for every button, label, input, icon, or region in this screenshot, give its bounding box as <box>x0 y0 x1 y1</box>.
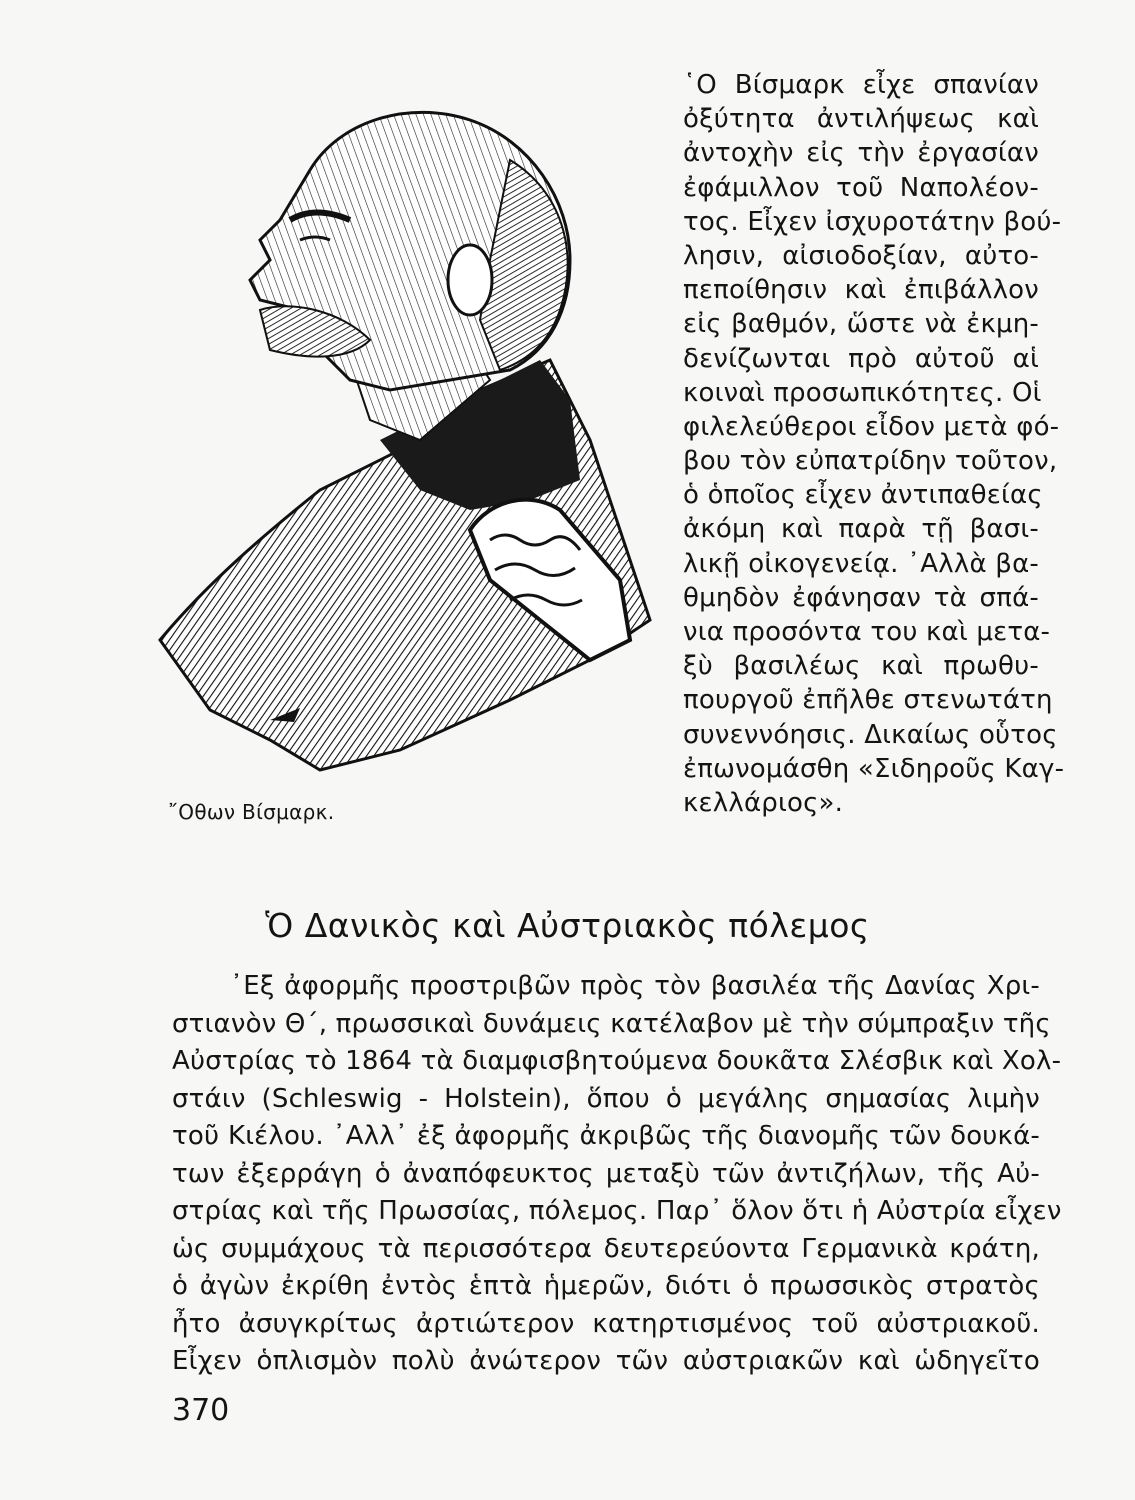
text-line: πουργοῦ ἐπῆλθε στενωτάτη <box>683 685 1053 716</box>
text-line: ξὺ βασιλέως καὶ πρωθυ- <box>683 651 1039 682</box>
text-line: ῾Ο Βίσμαρκ εἶχε σπανίαν <box>683 70 1039 100</box>
text-line: κελλάριος». <box>683 787 844 818</box>
bismarck-portrait-engraving <box>150 60 670 780</box>
text-line: βου τὸν εὐπατρίδην τοῦτον, <box>683 446 1058 477</box>
text-line: στάιν (Schleswig - Holstein), ὅπου ὁ μεγάλης σημασίας λιμὴν <box>172 1083 1040 1114</box>
text-line: πεποίθησιν καὶ ἐπιβάλλον <box>683 275 1039 306</box>
text-line: δενίζωνται πρὸ αὐτοῦ αἱ <box>683 343 1039 374</box>
text-line: ἦτο ἀσυγκρίτως ἀρτιώτερον κατηρτισμένος τοῦ αὐστριακοῦ. <box>172 1308 1040 1339</box>
text-line: ἀκόμη καὶ παρὰ τῇ βασι- <box>683 514 1039 545</box>
page-number: 370 <box>172 1393 230 1428</box>
text-line: ἐπωνομάσθη «Σιδηροῦς Καγ- <box>683 753 1065 784</box>
text-line: φιλελεύθεροι εἶδον μετὰ φό- <box>683 411 1060 442</box>
text-line: λικῇ οἰκογενείᾳ. ᾿Αλλὰ βα- <box>683 548 1039 579</box>
side-column-text <box>683 68 1065 820</box>
text-line: ἀντοχὴν εἰς τὴν ἐργασίαν <box>683 138 1039 169</box>
text-line: κοιναὶ προσωπικότητες. Οἱ <box>683 377 1042 408</box>
section-body-text <box>172 968 1062 1381</box>
text-line: Αὐστρίας τὸ 1864 τὰ διαμφισβητούμενα δουκᾶτα Σλέσβικ καὶ Χολ- <box>172 1046 1062 1076</box>
section-heading: Ὁ Δανικὸς καὶ Αὐστριακὸς πόλεμος <box>265 906 870 945</box>
text-line: εἰς βαθμόν, ὥστε νὰ ἐκμη- <box>683 309 1039 340</box>
text-line: ὁ ὁποῖος εἶχεν ἀντιπαθείας <box>683 480 1043 511</box>
text-line: Εἶχεν ὁπλισμὸν πολὺ ἀνώτερον τῶν αὐστριακῶν καὶ ὡδηγεῖτο <box>172 1346 1040 1376</box>
text-line: λησιν, αἰσιοδοξίαν, αὐτο- <box>683 240 1039 271</box>
text-line: θμηδὸν ἐφάνησαν τὰ σπά- <box>683 582 1039 613</box>
text-line: συνεννόησις. Δικαίως οὗτος <box>683 719 1058 750</box>
text-line: στιανὸν Θ΄, πρωσσικαὶ δυνάμεις κατέλαβον μὲ τὴν σύμπραξιν τῆς <box>172 1008 1051 1039</box>
text-line: ᾿Εξ ἀφορμῆς προστριβῶν πρὸς τὸν βασιλέα τῆς Δανίας Χρι- <box>230 971 1040 1001</box>
text-line: των ἐξερράγη ὁ ἀναπόφευκτος μεταξὺ τῶν ἀντιζήλων, τῆς Αὐ- <box>172 1158 1040 1189</box>
text-line: τος. Εἶχεν ἰσχυροτάτην βού- <box>683 206 1062 237</box>
text-line: τοῦ Κιέλου. ᾿Αλλ᾿ ἐξ ἀφορμῆς ἀκριβῶς τῆς διανομῆς τῶν δουκά- <box>172 1121 1040 1151</box>
text-line: ἐφάμιλλον τοῦ Ναπολέον- <box>683 172 1039 203</box>
text-line: ὀξύτητα ἀντιλήψεως καὶ <box>683 104 1039 135</box>
figure-caption: ῎Οθων Βίσμαρκ. <box>168 800 335 824</box>
text-line: ὁ ἀγὼν ἐκρίθη ἐντὸς ἑπτὰ ἡμερῶν, διότι ὁ πρωσσικὸς στρατὸς <box>172 1271 1040 1301</box>
text-line: ὡς συμμάχους τὰ περισσότερα δευτερεύοντα Γερμανικὰ κράτη, <box>172 1233 1040 1264</box>
text-line: νια προσόντα του καὶ μετα- <box>683 617 1051 647</box>
text-line: στρίας καὶ τῆς Πρωσσίας, πόλεμος. Παρ᾿ ὅλον ὅτι ἡ Αὐστρία εἶχεν <box>172 1196 1062 1226</box>
